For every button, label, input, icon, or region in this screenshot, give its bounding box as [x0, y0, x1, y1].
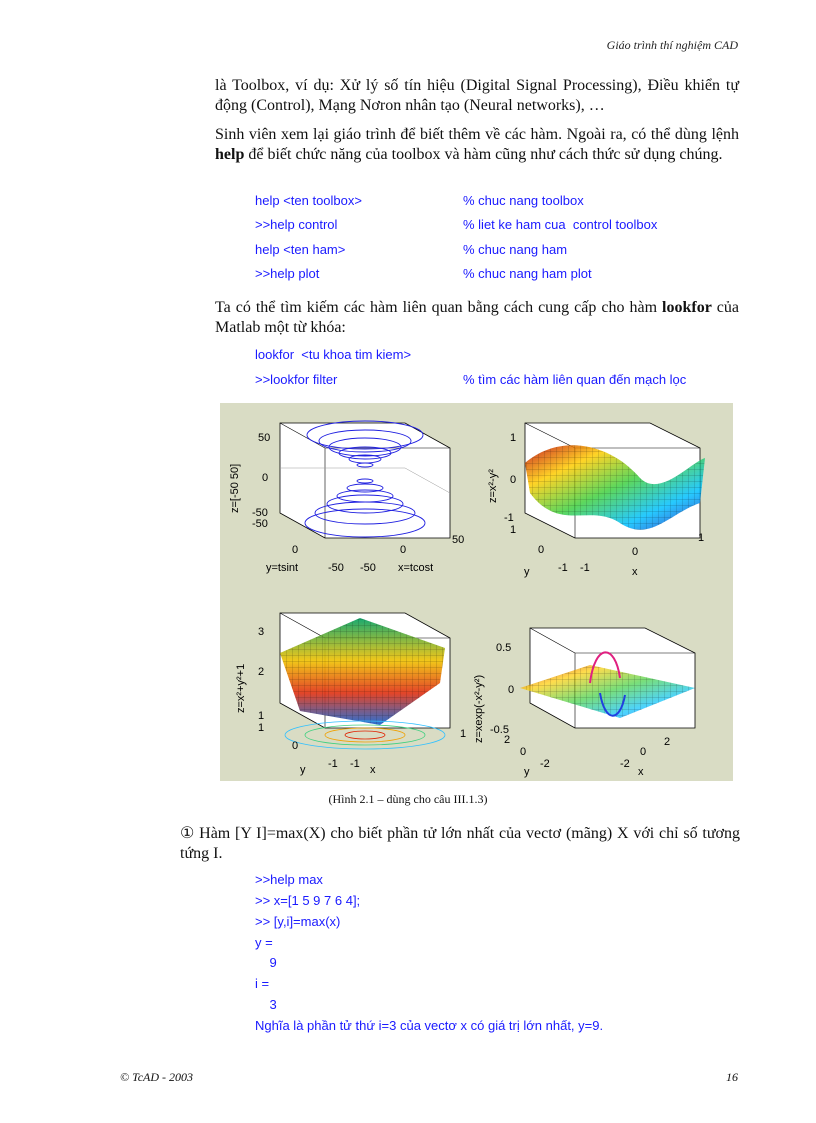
lookfor-text-after: của Matlab một từ khóa: [215, 299, 739, 336]
plot1-xlabel: x=tcost [398, 562, 434, 574]
plot3-zlabel: z=x²+y²+1 [235, 663, 247, 713]
plot1-ytick-2: -50 [328, 562, 344, 574]
plot3-ztick-2: 2 [258, 666, 265, 678]
plot3-xtick-3: -1 [350, 758, 360, 770]
plot4-ytick-2: 0 [520, 746, 527, 758]
plot4-xtick-3: -2 [620, 758, 630, 770]
help-text-before: Sinh viên xem lại giáo trình để biết thêm về các hàm. Ngoài ra, có thể dùng lệnh [215, 126, 739, 143]
help-comment-2: % liet ke ham cua control toolbox [463, 217, 658, 232]
plot3-ytick-1: 1 [258, 722, 265, 734]
max-line-2: >> x=[1 5 9 7 6 4]; [255, 893, 361, 908]
plot4-xtick-2: 0 [640, 746, 647, 758]
max-line-3: >> [y,i]=max(x) [255, 914, 341, 929]
running-header: Giáo trình thí nghiệm CAD [606, 38, 738, 52]
plot2-ylabel: y [524, 566, 530, 578]
plot4-ylabel: y [524, 766, 530, 778]
plot4-ytick-1: 2 [504, 734, 511, 746]
lookfor-keyword: lookfor [662, 299, 712, 316]
plot2-xtick-1: 1 [698, 532, 705, 544]
plot1-zbottom-tick: -50 [252, 518, 268, 530]
figure-caption: (Hình 2.1 – dùng cho câu III.1.3) [328, 792, 488, 806]
note-marker-icon: ① [180, 825, 195, 842]
plot3-ylabel: y [300, 764, 306, 776]
help-comment-4: % chuc nang ham plot [463, 266, 592, 281]
help-cmd-4: >>help plot [255, 266, 320, 281]
note-text: Hàm [Y I]=max(X) cho biết phần tử lớn nhất của vectơ (mãng) X với chỉ số tương tứng I. [180, 825, 740, 862]
plot3-ztick-1: 3 [258, 626, 265, 638]
max-line-5: 9 [255, 955, 277, 970]
plot4-ytick-3: -2 [540, 758, 550, 770]
plot-saddle [476, 403, 733, 592]
plot2-ztick-2: 0 [510, 474, 517, 486]
plot1-ytick-1: 0 [292, 544, 299, 556]
lookfor-cmd-2: >>lookfor filter [255, 372, 338, 387]
max-line-8: Nghĩa là phần tử thứ i=3 của vectơ x có giá trị lớn nhất, y=9. [255, 1018, 604, 1033]
plot2-ytick-3: -1 [558, 562, 568, 574]
plot3-ztick-3: 1 [258, 710, 265, 722]
page-number: 16 [726, 1070, 738, 1084]
plot4-xlabel: x [638, 766, 644, 778]
paragraph-help [215, 125, 739, 165]
plot1-ylabel: y=tsint [266, 562, 299, 574]
plot2-xtick-3: -1 [580, 562, 590, 574]
plot4-xtick-1: 2 [664, 736, 671, 748]
lookfor-comment-2: % tìm các hàm liên quan đến mạch lọc [463, 372, 687, 387]
help-cmd-3: help <ten ham> [255, 242, 346, 257]
max-line-4: y = [255, 935, 273, 950]
plot2-xtick-2: 0 [632, 546, 639, 558]
plot1-xtick-2: -50 [360, 562, 376, 574]
plot2-ytick-1: 1 [510, 524, 517, 536]
plot3-ytick-3: -1 [328, 758, 338, 770]
plot1-xtick-1: 50 [452, 534, 465, 546]
help-cmd-2: >>help control [255, 217, 338, 232]
help-text-after: để biết chức năng của toolbox và hàm cũng như cách thức sử dụng chúng. [244, 146, 723, 163]
lookfor-text-before: Ta có thể tìm kiếm các hàm liên quan bằng cách cung cấp cho hàm [215, 299, 663, 316]
plot4-ztick-1: 0.5 [496, 642, 512, 654]
help-comment-3: % chuc nang ham [463, 242, 568, 257]
plot1-xtick-mid: 0 [400, 544, 407, 556]
plot-gaussian-ridge [473, 592, 733, 781]
plot2-ytick-2: 0 [538, 544, 545, 556]
plot3-xlabel: x [370, 764, 376, 776]
plot2-zlabel: z=x²-y² [487, 469, 499, 503]
plot4-zlabel: z=xexp(-x²-y²) [473, 674, 485, 743]
plot4-ztick-3: -0.5 [490, 724, 509, 736]
max-line-6: i = [255, 976, 270, 991]
plot3-ytick-2: 0 [292, 740, 299, 752]
plot-cone-spiral [220, 403, 476, 592]
plot1-ztick-1: 50 [258, 432, 271, 444]
max-line-1: >>help max [255, 872, 323, 887]
plot4-ztick-2: 0 [508, 684, 515, 696]
help-comment-1: % chuc nang toolbox [463, 193, 584, 208]
paragraph-lookfor [215, 298, 739, 338]
plot-paraboloid [220, 592, 476, 781]
paragraph-toolbox: là Toolbox, ví dụ: Xử lý số tín hiệu (Digital Signal Processing), Điều khiển tự động (Control), Mạng Nơron nhân tạo (Neural networks), … [215, 77, 739, 114]
plot1-ztick-2: 0 [262, 472, 269, 484]
plot2-xlabel: x [632, 566, 638, 578]
plot1-zlabel: z=[-50 50] [229, 463, 241, 513]
plot2-ztick-3: -1 [504, 512, 514, 524]
plot3-xtick-1: 1 [460, 728, 467, 740]
lookfor-cmd-1: lookfor <tu khoa tim kiem> [255, 347, 412, 362]
note-max [180, 824, 740, 864]
plot2-ztick-1: 1 [510, 432, 517, 444]
help-keyword: help [215, 146, 245, 163]
max-line-7: 3 [255, 997, 277, 1012]
footer-copyright: © TcAD - 2003 [120, 1070, 194, 1084]
help-cmd-1: help <ten toolbox> [255, 193, 362, 208]
plot1-ztick-3: -50 [252, 507, 268, 519]
figure-3d-plots [220, 403, 733, 781]
